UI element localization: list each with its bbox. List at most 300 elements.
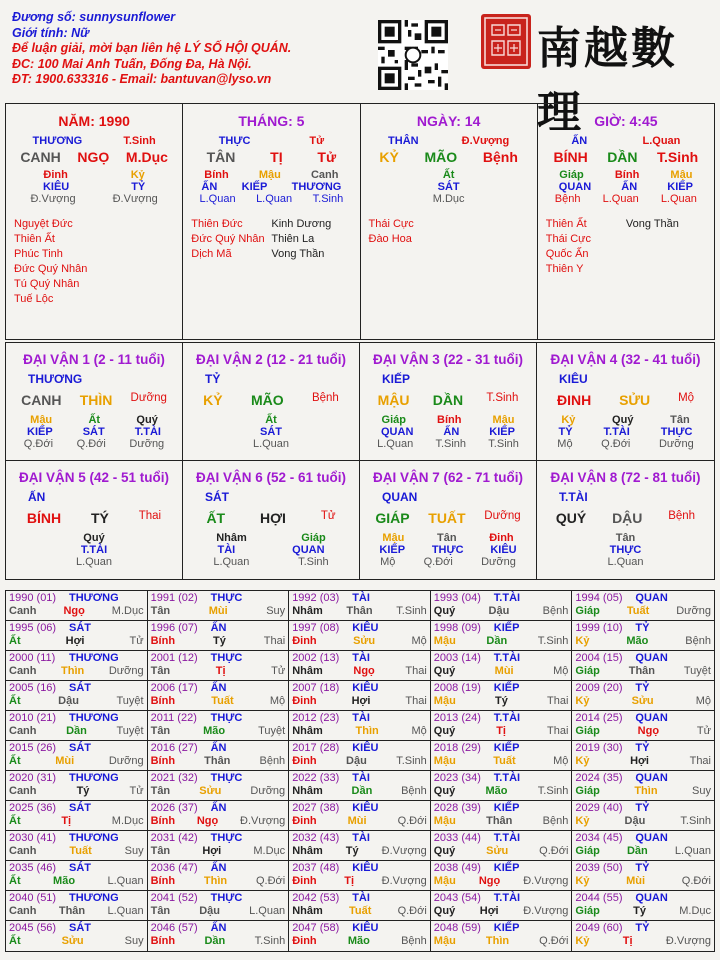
ten-god-label-row: [183, 135, 359, 147]
year-stem: Tân: [150, 725, 171, 737]
dai-van-hidden-stem: Tân: [615, 532, 636, 544]
dai-van-god: SÁT: [205, 490, 229, 504]
year-pillar: [434, 755, 569, 768]
ten-god-label: Đ.Vượng: [461, 135, 510, 147]
year-cell: [148, 831, 290, 861]
year-cell: [6, 711, 148, 741]
year-header: [9, 682, 144, 695]
star-name: Tuế Lộc: [14, 293, 54, 305]
year-cell: [148, 891, 290, 921]
year-label: 2030 (41): [9, 832, 57, 844]
year-life-stage: Dưỡng: [108, 755, 144, 767]
year-branch: Mão: [626, 635, 649, 647]
dai-van-life-stage: Q.Đới: [423, 556, 453, 568]
year-pillar: [292, 755, 427, 768]
year-branch: Sửu: [486, 845, 509, 857]
year-pillar: [9, 725, 144, 738]
year-label: 2046 (57): [150, 922, 198, 934]
year-pillar: [292, 605, 427, 618]
hidden-god: QUAN: [558, 181, 592, 193]
year-header: [434, 892, 569, 905]
year-cell: [431, 831, 573, 861]
year-life-stage: Bệnh: [259, 755, 286, 767]
year-header: [151, 892, 286, 905]
year-cell: [431, 591, 573, 621]
year-branch: Thân: [486, 815, 513, 827]
year-life-stage: Bệnh: [401, 785, 427, 797]
year-stem: Bính: [150, 815, 176, 827]
year-label: 2015 (26): [9, 742, 57, 754]
year-cell: [289, 831, 431, 861]
year-ten-god: THỰC: [210, 832, 243, 844]
year-life-stage: Mộ: [553, 665, 569, 677]
year-header: [434, 682, 569, 695]
year-header: [575, 622, 711, 635]
year-label: 2021 (32): [150, 772, 198, 784]
stem-branch: NGỌ: [77, 149, 110, 165]
year-ten-god: ẤN: [210, 742, 227, 754]
dai-van-hidden-god-row: [6, 544, 182, 556]
dai-van-title: ĐẠI VẬN 8 (72 - 81 tuổi): [550, 470, 701, 485]
hidden-stem: Kỷ: [130, 169, 145, 181]
dai-van-hidden-god: TỶ: [558, 426, 573, 438]
year-cell: [148, 801, 290, 831]
year-ten-god: TÀI: [352, 892, 370, 904]
dai-van-stem-branch-row: [6, 392, 182, 408]
year-stem: Giáp: [575, 785, 600, 797]
year-life-stage: Thai: [546, 725, 569, 737]
year-header: [9, 802, 144, 815]
year-life-stage: Dưỡng: [676, 605, 711, 617]
dai-van-hidden-god-row: [537, 426, 714, 438]
dai-van-hidden-god: SÁT: [82, 426, 105, 438]
hidden-stem: Bính: [204, 169, 229, 181]
year-header: [151, 862, 286, 875]
pillar-column: [183, 104, 360, 339]
year-header: [9, 862, 144, 875]
year-label: 2004 (15): [575, 652, 623, 664]
year-label: 2036 (47): [150, 862, 198, 874]
dai-van-hidden-god-row: [183, 426, 359, 438]
dai-van-stem-branch-row: [6, 510, 182, 526]
year-life-stage: Thai: [689, 755, 711, 767]
dai-van-life-stage: Q.Đới: [76, 438, 106, 450]
year-cell: [572, 861, 714, 891]
year-cell: [6, 861, 148, 891]
year-life-stage: Bệnh: [685, 635, 711, 647]
year-pillar: [151, 665, 286, 678]
dai-van-stem-branch: HỢI: [259, 510, 286, 526]
star-name: Thiên Ất: [14, 233, 55, 245]
year-branch: Tuất: [626, 605, 650, 617]
stars-right: [271, 217, 351, 262]
dai-van-god: KIẾP: [382, 372, 411, 386]
star-name: Phúc Tinh: [14, 248, 63, 260]
address-line: ĐC: 100 Mai Anh Tuấn, Đống Đa, Hà Nội.: [12, 56, 252, 71]
year-stem: Giáp: [575, 845, 600, 857]
four-pillars-table: [5, 103, 715, 340]
life-stage: Bệnh: [554, 193, 581, 205]
year-ten-god: T.TÀI: [493, 892, 521, 904]
year-branch: Tý: [345, 845, 359, 857]
dai-van-hidden-stem: Mậu: [492, 414, 515, 426]
hidden-stem-row: [538, 169, 714, 181]
year-life-stage: Tử: [696, 725, 711, 737]
year-life-stage: Thai: [546, 695, 569, 707]
year-pillar: [9, 695, 144, 708]
year-ten-god: TỶ: [635, 742, 650, 754]
year-stem: Quý: [433, 845, 456, 857]
year-branch: Tý: [494, 695, 508, 707]
year-stem: Nhâm: [292, 785, 323, 797]
hidden-god-row: [538, 181, 714, 193]
life-stage-row: [538, 193, 714, 205]
stars-right: [626, 217, 706, 277]
year-header: [434, 772, 569, 785]
year-branch: Mùi: [55, 755, 75, 767]
year-life-stage: Đ.Vượng: [523, 905, 569, 917]
year-ten-god: THƯƠNG: [69, 772, 119, 784]
dai-van-cell: [360, 461, 537, 579]
stem-branch: TỊ: [270, 149, 283, 165]
year-life-stage: Bệnh: [542, 605, 569, 617]
star-name: Đức Quý Nhân: [14, 263, 88, 275]
year-cell: [148, 861, 290, 891]
year-stem: Tân: [150, 905, 171, 917]
year-header: [151, 742, 286, 755]
year-ten-god: T.TÀI: [493, 712, 521, 724]
year-pillar: [151, 605, 286, 618]
dai-van-stem-branch-row: [183, 510, 359, 526]
hidden-god: KIẾP: [667, 181, 693, 193]
year-stem: Quý: [433, 905, 456, 917]
year-life-stage: Q.Đới: [681, 875, 711, 887]
year-branch: Tị: [344, 875, 355, 887]
year-life-stage: L.Quan: [249, 905, 286, 917]
dai-van-stem-branch: QUÝ: [555, 510, 587, 526]
year-stem: Ất: [9, 815, 21, 827]
year-branch: Thìn: [634, 785, 658, 797]
phone-email-line: ĐT: 1900.633316 - Email: bantuvan@lyso.vn: [12, 72, 272, 86]
year-stem: Mậu: [433, 935, 456, 947]
year-header: [151, 802, 286, 815]
year-life-stage: L.Quan: [107, 875, 144, 887]
year-header: [9, 742, 144, 755]
stem-branch: Tử: [317, 149, 337, 165]
year-label: 2026 (37): [150, 802, 198, 814]
year-life-stage: Q.Đới: [397, 815, 427, 827]
year-stem: Canh: [9, 605, 37, 617]
year-label: 2032 (43): [292, 832, 340, 844]
year-ten-god: KIÊU: [352, 622, 379, 634]
dai-van-god: T.TÀI: [559, 490, 588, 504]
dai-van-hidden-stem: Ất: [88, 414, 101, 426]
star-name: Dịch Mã: [191, 248, 232, 260]
year-stem: Kỷ: [575, 935, 590, 947]
year-label: 2019 (30): [575, 742, 623, 754]
year-stem: Đinh: [292, 635, 317, 647]
year-ten-god: SÁT: [69, 862, 91, 874]
year-pillar: [292, 845, 427, 858]
year-life-stage: Tuyệt: [258, 725, 286, 737]
year-label: 2009 (20): [575, 682, 623, 694]
year-cell: [289, 711, 431, 741]
year-branch: Sửu: [61, 935, 84, 947]
year-life-stage: T.Sinh: [396, 755, 427, 767]
pillar-title: GIỜ: 4:45: [594, 113, 658, 129]
stars-left: [546, 217, 626, 277]
year-label: 1999 (10): [575, 622, 623, 634]
year-pillar: [151, 815, 286, 828]
year-branch: Hợi: [351, 695, 371, 707]
year-header: [434, 652, 569, 665]
dai-van-stem-branch: ẤT: [206, 510, 226, 526]
year-stem: Quý: [433, 725, 456, 737]
year-stem: Tân: [150, 665, 171, 677]
year-header: [575, 592, 711, 605]
year-stem: Nhâm: [292, 905, 323, 917]
year-branch: Ngọ: [63, 605, 85, 617]
stem-branch: KỶ: [379, 149, 399, 165]
year-cell: [148, 711, 290, 741]
year-ten-god: TÀI: [352, 712, 370, 724]
year-ten-god: T.TÀI: [493, 832, 521, 844]
dai-van-cell: [537, 461, 714, 579]
dai-van-hidden-stem: Giáp: [381, 414, 406, 426]
year-stem: Giáp: [575, 905, 600, 917]
year-label: 2037 (48): [292, 862, 340, 874]
year-stem: Ất: [9, 755, 21, 767]
year-ten-god: KIÊU: [352, 742, 379, 754]
dai-van-stem-branch: DẬU: [612, 510, 643, 526]
life-stage: L.Quan: [602, 193, 639, 205]
year-branch: Mão: [485, 785, 508, 797]
year-branch: Tuất: [493, 755, 516, 767]
year-ten-god: TỶ: [635, 922, 650, 934]
year-pillar: [434, 875, 569, 888]
year-stem: Kỷ: [575, 875, 590, 887]
stem-branch: MÃO: [424, 149, 458, 165]
year-branch: Thân: [628, 665, 655, 677]
dai-van-god: KIÊU: [559, 372, 588, 386]
pillar-title: NĂM: 1990: [58, 113, 130, 129]
year-stem: Đinh: [292, 935, 317, 947]
year-label: 2043 (54): [433, 892, 481, 904]
year-cell: [6, 591, 148, 621]
year-label: 2047 (58): [292, 922, 340, 934]
dai-van-hidden-god: THỰC: [660, 426, 693, 438]
year-label: 2012 (23): [292, 712, 340, 724]
year-cell: [148, 921, 290, 951]
stem-branch-row: [6, 149, 182, 165]
pillar-column: [361, 104, 538, 339]
year-stem: Tân: [150, 785, 171, 797]
year-pillar: [151, 845, 286, 858]
year-branch: Hợi: [202, 845, 222, 857]
dai-van-stem-branch: BÍNH: [26, 510, 62, 526]
year-pillar: [151, 875, 286, 888]
year-life-stage: Dưỡng: [108, 665, 144, 677]
brand-title: 南越數理: [537, 23, 678, 138]
hidden-god: KIÊU: [42, 181, 70, 193]
year-ten-god: THỰC: [210, 772, 243, 784]
year-ten-god: THỰC: [210, 592, 243, 604]
year-label: 1993 (04): [433, 592, 481, 604]
year-life-stage: T.Sinh: [396, 605, 427, 617]
stem-branch: M.Dục: [125, 149, 168, 165]
year-cell: [289, 651, 431, 681]
dai-van-life-stage-row: [537, 556, 714, 568]
dai-van-god: THƯƠNG: [28, 372, 83, 386]
life-stage: L.Quan: [199, 193, 236, 205]
dai-van-hidden-god: KIẾP: [379, 544, 406, 556]
hidden-stem: Giáp: [559, 169, 584, 181]
year-header: [575, 802, 711, 815]
year-header: [151, 682, 286, 695]
year-pillar: [575, 905, 711, 918]
year-cell: [289, 621, 431, 651]
year-label: 2016 (27): [150, 742, 198, 754]
year-ten-god: TỶ: [635, 862, 650, 874]
dai-van-stem-branch: T.Sinh: [486, 392, 519, 404]
year-header: [575, 682, 711, 695]
year-label: 2005 (16): [9, 682, 57, 694]
year-ten-god: SÁT: [69, 682, 91, 694]
year-stem: Đinh: [292, 755, 317, 767]
year-cell: [6, 831, 148, 861]
year-cell: [431, 891, 573, 921]
year-stem: Bính: [150, 635, 176, 647]
year-header: [151, 592, 286, 605]
stem-branch: BÍNH: [553, 149, 588, 165]
year-cell: [289, 861, 431, 891]
dai-van-stem-branch: TUẤT: [428, 510, 466, 526]
dai-van-hidden-god: KIẾP: [489, 426, 515, 438]
dai-van-table: [5, 342, 715, 580]
year-header: [9, 592, 144, 605]
pillar-column: [538, 104, 714, 339]
year-header: [151, 652, 286, 665]
dai-van-life-stage: Dưỡng: [658, 438, 694, 450]
year-cell: [148, 651, 290, 681]
year-header: [434, 802, 569, 815]
dai-van-life-stage: T.Sinh: [435, 438, 467, 450]
year-label: 2000 (11): [9, 652, 56, 664]
year-header: [9, 712, 144, 725]
year-life-stage: Tuyệt: [116, 725, 144, 737]
dai-van-stem-branch-row: [537, 510, 714, 526]
year-ten-god: ẤN: [210, 802, 227, 814]
year-header: [9, 622, 144, 635]
dai-van-hidden-god: THỰC: [431, 544, 464, 556]
year-pillar: [434, 935, 569, 948]
dai-van-hidden-stem-row: [537, 414, 714, 426]
dai-van-hidden-stem-row: [6, 532, 182, 544]
year-header: [575, 742, 711, 755]
year-label: 2027 (38): [292, 802, 340, 814]
year-ten-god: THƯƠNG: [69, 592, 119, 604]
dai-van-life-stage: Mộ: [557, 438, 573, 450]
year-stem: Canh: [9, 665, 37, 677]
year-life-stage: T.Sinh: [680, 815, 711, 827]
dai-van-stem-branch: KỶ: [203, 392, 223, 408]
year-header: [9, 772, 144, 785]
year-pillar: [9, 935, 144, 948]
year-pillar: [151, 905, 286, 918]
year-branch: Mão: [53, 875, 76, 887]
hidden-stem-row: [361, 169, 537, 181]
year-cell: [572, 651, 714, 681]
year-cell: [572, 801, 714, 831]
year-header: [575, 832, 711, 845]
ten-god-label: THỰC: [218, 135, 251, 147]
life-stage-row: [183, 193, 359, 205]
gender-line: Giới tính: Nữ: [12, 25, 90, 40]
year-ten-god: TỶ: [635, 802, 650, 814]
year-stem: Giáp: [575, 725, 600, 737]
year-label: 2002 (13): [292, 652, 340, 664]
star-name: Nguyệt Đức: [14, 218, 73, 230]
year-pillar: [575, 605, 711, 618]
year-ten-god: SÁT: [69, 802, 91, 814]
ten-god-label: L.Quan: [642, 135, 681, 147]
hidden-stem-row: [6, 169, 182, 181]
year-label: 2001 (12): [150, 652, 198, 664]
year-branch: Sửu: [353, 635, 376, 647]
life-stage-row: [6, 193, 182, 205]
year-cell: [289, 801, 431, 831]
qr-code-icon: [378, 20, 448, 90]
year-life-stage: Mộ: [269, 695, 286, 707]
hidden-god-row: [183, 181, 359, 193]
dai-van-stem-branch-row: [360, 392, 536, 408]
year-label: 2020 (31): [9, 772, 57, 784]
dai-van-hidden-god: QUAN: [292, 544, 325, 556]
year-pillar: [575, 635, 711, 648]
year-branch: Tý: [633, 905, 646, 917]
year-life-stage: Thai: [405, 695, 427, 707]
year-life-stage: Đ.Vượng: [381, 875, 427, 887]
year-stem: Kỷ: [575, 755, 590, 767]
dai-van-hidden-god: T.TÀI: [134, 426, 161, 438]
year-branch: Ngọ: [196, 815, 219, 827]
year-header: [292, 772, 427, 785]
year-ten-god: QUAN: [635, 592, 668, 604]
year-cell: [431, 921, 573, 951]
year-pillar: [434, 695, 569, 708]
year-label: 2033 (44): [433, 832, 481, 844]
year-stem: Mậu: [433, 815, 456, 827]
ten-god-label: Tử: [309, 135, 325, 147]
year-cell: [289, 591, 431, 621]
year-label: 2006 (17): [150, 682, 198, 694]
year-label: 2049 (60): [575, 922, 623, 934]
year-pillar: [151, 755, 286, 768]
dai-van-stem-branch: SỬU: [619, 392, 651, 408]
star-name: Tú Quý Nhân: [14, 278, 80, 290]
life-stage: L.Quan: [256, 193, 293, 205]
year-ten-god: TỶ: [635, 622, 650, 634]
year-pillar: [292, 635, 427, 648]
year-header: [292, 712, 427, 725]
year-stem: Kỷ: [575, 635, 590, 647]
year-stem: Nhâm: [292, 725, 323, 737]
year-label: 1990 (01): [9, 592, 57, 604]
year-branch: Dần: [486, 635, 508, 647]
year-cell: [148, 591, 290, 621]
year-ten-god: TÀI: [352, 772, 370, 784]
year-header: [151, 832, 286, 845]
